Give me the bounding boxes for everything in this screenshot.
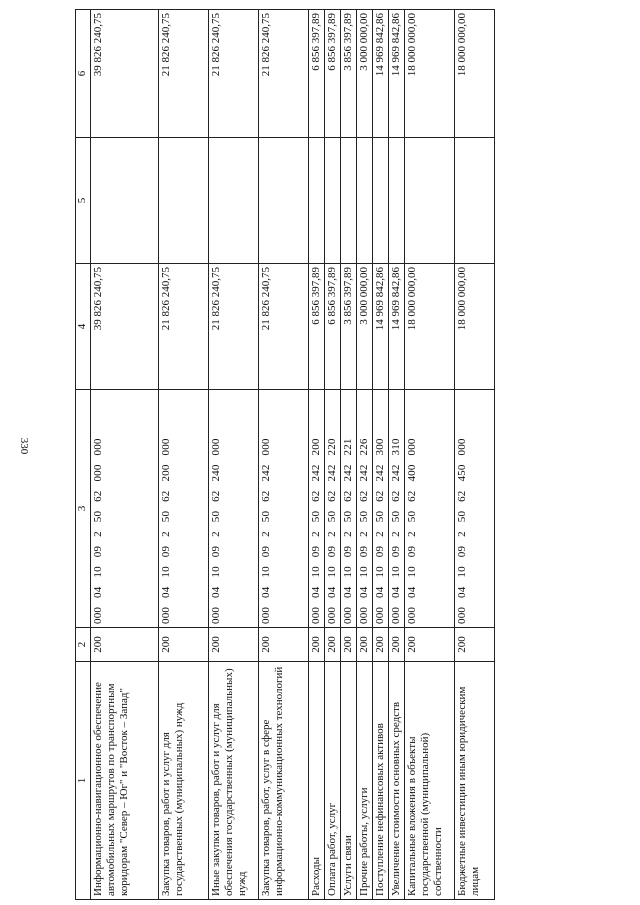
row-value-6: 39 826 240,75 (91, 10, 159, 138)
row-code: 200 (324, 628, 340, 662)
row-value-4: 6 856 397,89 (324, 264, 340, 390)
header-row (76, 10, 91, 900)
row-code: 200 (159, 628, 209, 662)
row-value-4: 3 000 000,00 (356, 264, 372, 390)
row-classification: 000 04 10 09 2 50 62 242 221 (340, 390, 356, 628)
row-classification: 000 04 10 09 2 50 62 242 300 (372, 390, 388, 628)
row-name: Иные закупки товаров, работ и услуг для обеспечения государственных (муниципальных) нужд (209, 662, 259, 900)
row-name: Бюджетные инвестиции иным юридическим лицам (454, 662, 494, 900)
row-name: Увеличение стоимости основных средств (388, 662, 404, 900)
page-number: 330 (18, 437, 30, 455)
row-value-6: 18 000 000,00 (404, 10, 454, 138)
header-col-6: 6 (76, 10, 91, 138)
row-value-5 (209, 138, 259, 264)
row-classification: 000 04 10 09 2 50 62 242 310 (388, 390, 404, 628)
row-code: 200 (259, 628, 309, 662)
row-value-6: 3 000 000,00 (356, 10, 372, 138)
row-classification: 000 04 10 09 2 50 62 242 220 (324, 390, 340, 628)
row-value-4: 14 969 842,86 (372, 264, 388, 390)
table-row (259, 10, 309, 900)
table-row (340, 10, 356, 900)
row-code: 200 (404, 628, 454, 662)
row-value-4: 6 856 397,89 (309, 264, 325, 390)
header-col-1: 1 (76, 662, 91, 900)
row-name: Капитальные вложения в объекты государственной (муниципальной) собственности (404, 662, 454, 900)
row-name: Информационно-навигационное обеспечение автомобильных маршрутов по транспортным коридорам "Север – Юг" и "Восток – Запад" (91, 662, 159, 900)
row-value-6: 14 969 842,86 (372, 10, 388, 138)
row-name: Услуги связи (340, 662, 356, 900)
row-code: 200 (356, 628, 372, 662)
row-value-6: 21 826 240,75 (159, 10, 209, 138)
row-name: Закупка товаров, работ и услуг для государственных (муниципальных) нужд (159, 662, 209, 900)
row-value-6: 14 969 842,86 (388, 10, 404, 138)
row-value-5 (159, 138, 209, 264)
row-value-4: 14 969 842,86 (388, 264, 404, 390)
row-name: Оплата работ, услуг (324, 662, 340, 900)
row-code: 200 (388, 628, 404, 662)
row-classification: 000 04 10 09 2 50 62 450 000 (454, 390, 494, 628)
row-code: 200 (209, 628, 259, 662)
row-classification: 000 04 10 09 2 50 62 242 226 (356, 390, 372, 628)
row-value-5 (404, 138, 454, 264)
table-row (309, 10, 325, 900)
row-code: 200 (340, 628, 356, 662)
header-col-2: 2 (76, 628, 91, 662)
table-row (91, 10, 159, 900)
row-value-5 (454, 138, 494, 264)
table-row (356, 10, 372, 900)
row-name: Прочие работы, услуги (356, 662, 372, 900)
table-row (324, 10, 340, 900)
table-row (404, 10, 454, 900)
budget-table (75, 9, 495, 900)
row-name: Расходы (309, 662, 325, 900)
row-value-6: 18 000 000,00 (454, 10, 494, 138)
row-value-5 (372, 138, 388, 264)
row-value-5 (259, 138, 309, 264)
row-value-4: 39 826 240,75 (91, 264, 159, 390)
row-value-4: 18 000 000,00 (454, 264, 494, 390)
row-value-5 (340, 138, 356, 264)
row-value-4: 18 000 000,00 (404, 264, 454, 390)
table-row (159, 10, 209, 900)
row-code: 200 (454, 628, 494, 662)
row-value-5 (356, 138, 372, 264)
row-value-4: 21 826 240,75 (259, 264, 309, 390)
row-value-6: 6 856 397,89 (324, 10, 340, 138)
row-value-6: 21 826 240,75 (259, 10, 309, 138)
row-value-4: 3 856 397,89 (340, 264, 356, 390)
row-code: 200 (309, 628, 325, 662)
table-row (388, 10, 404, 900)
row-code: 200 (372, 628, 388, 662)
header-col-3: 3 (76, 390, 91, 628)
row-value-4: 21 826 240,75 (209, 264, 259, 390)
header-col-5: 5 (76, 138, 91, 264)
table-body (91, 10, 495, 900)
row-value-5 (309, 138, 325, 264)
row-value-4: 21 826 240,75 (159, 264, 209, 390)
row-value-6: 6 856 397,89 (309, 10, 325, 138)
row-classification: 000 04 10 09 2 50 62 200 000 (159, 390, 209, 628)
row-classification: 000 04 10 09 2 50 62 242 200 (309, 390, 325, 628)
row-classification: 000 04 10 09 2 50 62 240 000 (209, 390, 259, 628)
row-classification: 000 04 10 09 2 50 62 242 000 (259, 390, 309, 628)
rotated-table-container (75, 10, 628, 900)
row-value-5 (388, 138, 404, 264)
row-value-5 (91, 138, 159, 264)
row-code: 200 (91, 628, 159, 662)
row-classification: 000 04 10 09 2 50 62 400 000 (404, 390, 454, 628)
row-value-5 (324, 138, 340, 264)
row-value-6: 21 826 240,75 (209, 10, 259, 138)
row-classification: 000 04 10 09 2 50 62 000 000 (91, 390, 159, 628)
row-value-6: 3 856 397,89 (340, 10, 356, 138)
header-col-4: 4 (76, 264, 91, 390)
table-row (209, 10, 259, 900)
row-name: Поступление нефинансовых активов (372, 662, 388, 900)
table-row (454, 10, 494, 900)
table-row (372, 10, 388, 900)
row-name: Закупка товаров, работ, услуг в сфере информационно-коммуникационных технологий (259, 662, 309, 900)
